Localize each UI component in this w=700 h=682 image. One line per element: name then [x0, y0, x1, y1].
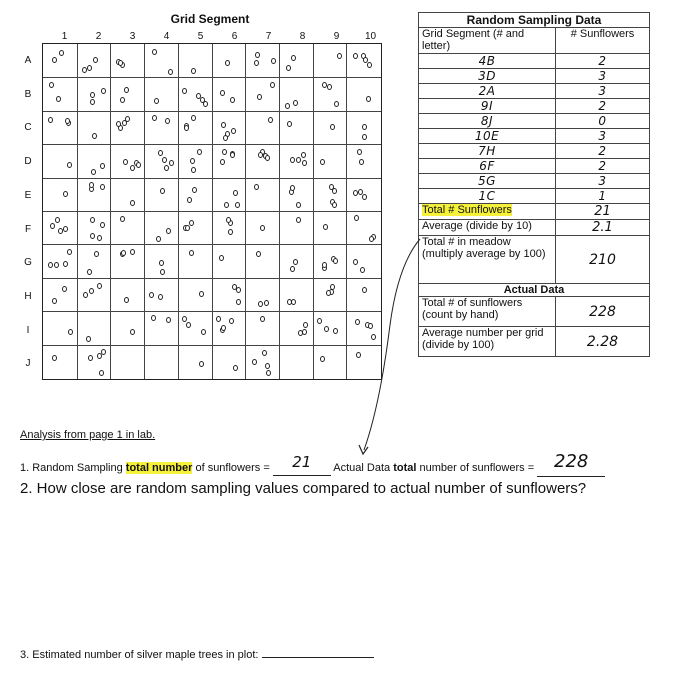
sunflower-mark: [225, 60, 230, 66]
table-row: [419, 84, 650, 99]
sunflower-mark: [185, 225, 190, 231]
row-label: E: [24, 189, 32, 201]
sunflower-mark: [287, 299, 292, 305]
sunflower-mark: [332, 202, 337, 208]
count-cell: 2: [556, 159, 650, 174]
row-label: B: [24, 88, 32, 100]
sunflower-mark: [52, 298, 57, 304]
count-cell: 3: [556, 129, 650, 144]
column-label: 5: [197, 31, 204, 42]
sunflower-mark: [152, 49, 157, 55]
sunflower-mark: [48, 117, 53, 123]
sunflower-mark: [62, 286, 67, 292]
question-1: [20, 451, 605, 477]
q1-actual-answer: 228: [554, 451, 589, 472]
sunflower-mark: [116, 121, 121, 127]
sunflower-mark: [326, 290, 331, 296]
segment-cell: 8J: [419, 114, 556, 129]
sunflower-mark: [236, 299, 241, 305]
sunflower-mark: [160, 269, 165, 275]
sunflower-mark: [199, 291, 204, 297]
q1-answer-blank[interactable]: [273, 453, 331, 476]
sunflower-mark: [219, 255, 224, 261]
sunflower-mark: [302, 160, 307, 166]
column-label: 9: [333, 31, 340, 42]
sunflower-mark: [264, 300, 269, 306]
sunflower-mark: [357, 149, 362, 155]
sunflower-mark: [48, 262, 53, 268]
sunflower-mark: [63, 226, 68, 232]
row-label: C: [24, 122, 32, 134]
question-3: [20, 645, 374, 661]
sunflower-mark: [59, 50, 64, 56]
sunflower-mark: [235, 202, 240, 208]
column-label: 10: [364, 31, 377, 42]
sunflower-mark: [359, 159, 364, 165]
segment-cell: 7H: [419, 144, 556, 159]
segment-cell: 3D: [419, 69, 556, 84]
sunflower-mark: [220, 159, 225, 165]
grid-hline: [43, 211, 381, 212]
sunflower-mark: [221, 325, 226, 331]
sunflower-mark: [120, 97, 125, 103]
sunflower-mark: [63, 191, 68, 197]
row-label: F: [24, 223, 32, 235]
sunflower-mark: [189, 250, 194, 256]
sunflower-mark: [317, 318, 322, 324]
sunflower-mark: [233, 365, 238, 371]
sunflower-mark: [130, 165, 135, 171]
sunflower-mark: [182, 316, 187, 322]
analysis-heading: Analysis from page 1 in lab.: [20, 429, 156, 441]
sunflower-mark: [236, 287, 241, 293]
sunflower-mark: [52, 355, 57, 361]
q1-mid: of sunflowers =: [192, 462, 273, 474]
sunflower-mark: [160, 188, 165, 194]
sunflower-mark: [290, 266, 295, 272]
sunflower-mark: [362, 134, 367, 140]
sunflower-mark: [330, 284, 335, 290]
sunflower-mark: [296, 157, 301, 163]
sunflower-mark: [100, 222, 105, 228]
sunflower-mark: [49, 82, 54, 88]
sunflower-mark: [367, 62, 372, 68]
row-label: I: [26, 324, 30, 336]
row-label: J: [25, 358, 31, 370]
sunflower-mark: [353, 53, 358, 59]
sunflower-mark: [327, 84, 332, 90]
sunflower-mark: [258, 301, 263, 307]
sunflower-mark: [291, 299, 296, 305]
sunflower-mark: [67, 249, 72, 255]
sunflower-mark: [94, 251, 99, 257]
table-row: [419, 159, 650, 174]
sunflower-mark: [230, 97, 235, 103]
sunflower-mark: [224, 202, 229, 208]
table-title: Random Sampling Data: [419, 13, 650, 28]
table-row: [419, 99, 650, 114]
sunflower-mark: [187, 197, 192, 203]
segment-cell: 2A: [419, 84, 556, 99]
grid-hline: [43, 311, 381, 312]
sunflower-mark: [122, 120, 127, 126]
sunflower-mark: [291, 55, 296, 61]
sunflower-mark: [287, 121, 292, 127]
sunflower-mark: [320, 356, 325, 362]
sunflower-mark: [254, 60, 259, 66]
sunflower-mark: [97, 283, 102, 289]
actual-total-value: 228: [556, 297, 650, 327]
grid-hline: [43, 244, 381, 245]
grid-hline: [43, 345, 381, 346]
grid-vline: [245, 44, 246, 379]
sunflower-mark: [100, 184, 105, 190]
sunflower-mark: [290, 157, 295, 163]
sunflower-mark: [169, 160, 174, 166]
sunflower-mark: [151, 315, 156, 321]
count-cell: 3: [556, 174, 650, 189]
sunflower-mark: [190, 158, 195, 164]
sunflower-mark: [285, 103, 290, 109]
row-label: H: [24, 290, 32, 302]
col-header-sunflowers: # Sunflowers: [556, 28, 650, 54]
sunflower-mark: [101, 349, 106, 355]
count-cell: 1: [556, 189, 650, 204]
sunflower-mark: [197, 149, 202, 155]
sunflower-mark: [123, 159, 128, 165]
sunflower-mark: [91, 169, 96, 175]
sunflower-mark: [191, 167, 196, 173]
sample-rows: [419, 54, 650, 204]
sunflower-mark: [260, 316, 265, 322]
sunflower-mark: [262, 350, 267, 356]
count-cell: 2: [556, 144, 650, 159]
sunflower-mark: [87, 269, 92, 275]
sunflower-mark: [124, 297, 129, 303]
row-label: D: [24, 156, 32, 168]
grid-title: Grid Segment: [170, 12, 250, 26]
sunflower-mark: [216, 316, 221, 322]
sunflower-mark: [333, 328, 338, 334]
sunflower-mark: [255, 52, 260, 58]
connector-arrow: [350, 235, 425, 460]
sunflower-mark: [158, 150, 163, 156]
sunflower-mark: [256, 251, 261, 257]
grid-vline: [313, 44, 314, 379]
sunflower-mark: [97, 353, 102, 359]
sunflower-mark: [162, 157, 167, 163]
sunflower-grid: [42, 43, 382, 380]
column-label: 1: [61, 31, 68, 42]
sunflower-mark: [286, 65, 291, 71]
sunflower-mark: [88, 355, 93, 361]
sunflower-mark: [337, 53, 342, 59]
count-cell: 0: [556, 114, 650, 129]
sunflower-mark: [228, 229, 233, 235]
sunflower-mark: [271, 58, 276, 64]
sunflower-mark: [182, 88, 187, 94]
sunflower-mark: [199, 361, 204, 367]
segment-cell: 10E: [419, 129, 556, 144]
sunflower-mark: [156, 236, 161, 242]
sunflower-mark: [130, 329, 135, 335]
random-sampling-table: [418, 12, 650, 357]
sunflower-mark: [301, 152, 306, 158]
segment-cell: 4B: [419, 54, 556, 69]
question-2: 2. How close are random sampling values compared to actual number of sunflowers?: [20, 480, 587, 497]
count-cell: 3: [556, 69, 650, 84]
sunflower-mark: [322, 262, 327, 268]
actual-total-label: Total # of sunflowers (count by hand): [419, 297, 556, 327]
sunflower-mark: [186, 322, 191, 328]
column-label: 8: [299, 31, 306, 42]
column-label: 2: [95, 31, 102, 42]
actual-avg-label: Average number per grid (divide by 100): [419, 327, 556, 357]
table-row: [419, 54, 650, 69]
sunflower-mark: [120, 216, 125, 222]
count-cell: 2: [556, 54, 650, 69]
sunflower-mark: [164, 165, 169, 171]
sunflower-mark: [221, 122, 226, 128]
grid-vline: [279, 44, 280, 379]
sunflower-mark: [334, 101, 339, 107]
column-label: 3: [129, 31, 136, 42]
sunflower-mark: [68, 329, 73, 335]
sunflower-mark: [118, 60, 123, 66]
table-row: [419, 114, 650, 129]
sunflower-mark: [50, 223, 55, 229]
sunflower-mark: [220, 90, 225, 96]
sunflower-mark: [158, 294, 163, 300]
sunflower-mark: [166, 228, 171, 234]
total-label: Total # Sunflowers: [422, 204, 512, 216]
row-label: A: [24, 55, 32, 66]
table-row: [419, 174, 650, 189]
sunflower-mark: [270, 82, 275, 88]
sunflower-mark: [55, 217, 60, 223]
sunflower-mark: [229, 318, 234, 324]
sunflower-mark: [87, 65, 92, 71]
sunflower-mark: [184, 125, 189, 131]
meadow-label: Total # in meadow (multiply average by 100): [419, 236, 556, 284]
total-label-cell: [419, 204, 556, 220]
sunflower-mark: [124, 87, 129, 93]
column-label: 6: [231, 31, 238, 42]
sunflower-mark: [52, 57, 57, 63]
sunflower-mark: [67, 162, 72, 168]
sunflower-mark: [230, 152, 235, 158]
sunflower-mark: [258, 152, 263, 158]
sunflower-mark: [353, 190, 358, 196]
sunflower-mark: [222, 149, 227, 155]
sunflower-mark: [99, 370, 104, 376]
sunflower-mark: [260, 225, 265, 231]
sunflower-mark: [101, 88, 106, 94]
table-row: [419, 69, 650, 84]
sunflower-mark: [136, 162, 141, 168]
sunflower-mark: [89, 288, 94, 294]
sunflower-mark: [86, 336, 91, 342]
sunflower-mark: [201, 329, 206, 335]
grid-vline: [346, 44, 347, 379]
sunflower-mark: [330, 124, 335, 130]
sunflower-mark: [257, 94, 262, 100]
sunflower-mark: [154, 98, 159, 104]
sunflower-mark: [293, 259, 298, 265]
sunflower-mark: [191, 115, 196, 121]
table-row: [419, 189, 650, 204]
meadow-value: 210: [556, 236, 650, 284]
grid-hline: [43, 278, 381, 279]
sunflower-mark: [191, 68, 196, 74]
sunflower-mark: [320, 159, 325, 165]
sunflower-mark: [231, 128, 236, 134]
q3-answer-blank[interactable]: [262, 645, 374, 658]
sunflower-mark: [303, 322, 308, 328]
actual-title: Actual Data: [419, 284, 650, 297]
sunflower-mark: [296, 217, 301, 223]
sunflower-mark: [165, 118, 170, 124]
total-value: 21: [556, 204, 650, 220]
sunflower-mark: [58, 228, 63, 234]
segment-cell: 6F: [419, 159, 556, 174]
col-header-segment: Grid Segment (# and letter): [419, 28, 556, 54]
sunflower-mark: [90, 233, 95, 239]
table-row: [419, 129, 650, 144]
sunflower-mark: [100, 163, 105, 169]
sunflower-mark: [366, 96, 371, 102]
sunflower-mark: [354, 215, 359, 221]
sunflower-mark: [302, 329, 307, 335]
sunflower-mark: [90, 99, 95, 105]
sunflower-mark: [92, 133, 97, 139]
sunflower-mark: [149, 292, 154, 298]
sunflower-mark: [63, 261, 68, 267]
sunflower-mark: [333, 258, 338, 264]
sunflower-mark: [265, 363, 270, 369]
sunflower-mark: [223, 135, 228, 141]
count-cell: 2: [556, 99, 650, 114]
sunflower-mark: [324, 326, 329, 332]
actual-avg-value: 2.28: [556, 327, 650, 357]
sunflower-mark: [121, 250, 126, 256]
sunflower-mark: [166, 317, 171, 323]
table-row: [419, 144, 650, 159]
sunflower-mark: [254, 184, 259, 190]
sunflower-mark: [189, 220, 194, 226]
q1-prefix: 1. Random Sampling: [20, 462, 126, 474]
sunflower-mark: [196, 93, 201, 99]
sunflower-mark: [54, 262, 59, 268]
sunflower-mark: [296, 202, 301, 208]
sunflower-mark: [192, 187, 197, 193]
sunflower-mark: [362, 194, 367, 200]
segment-cell: 9I: [419, 99, 556, 114]
sunflower-mark: [90, 92, 95, 98]
sunflower-mark: [266, 370, 271, 376]
sunflower-mark: [90, 217, 95, 223]
sunflower-mark: [323, 224, 328, 230]
sunflower-mark: [293, 100, 298, 106]
segment-cell: 1C: [419, 189, 556, 204]
average-value: 2.1: [556, 220, 650, 236]
sunflower-mark: [130, 249, 135, 255]
sunflower-mark: [265, 155, 270, 161]
q1-highlight: total number: [125, 462, 193, 474]
q1-actual-bold: total: [393, 462, 417, 474]
segment-cell: 5G: [419, 174, 556, 189]
column-label: 7: [265, 31, 272, 42]
sunflower-mark: [168, 69, 173, 75]
q1-actual-prefix: Actual Data: [330, 462, 394, 474]
q1-actual-suffix: number of sunflowers =: [416, 462, 538, 474]
sunflower-mark: [290, 185, 295, 191]
sunflower-mark: [97, 235, 102, 241]
q1-actual-answer-blank[interactable]: [537, 451, 605, 477]
sunflower-mark: [152, 115, 157, 121]
sunflower-mark: [130, 200, 135, 206]
row-label: G: [24, 257, 32, 269]
average-label: Average (divide by 10): [419, 220, 556, 236]
count-cell: 3: [556, 84, 650, 99]
sunflower-mark: [83, 292, 88, 298]
sunflower-mark: [362, 124, 367, 130]
q3-text: 3. Estimated number of silver maple trees in plot:: [20, 649, 262, 661]
sunflower-mark: [268, 117, 273, 123]
column-label: 4: [163, 31, 170, 42]
sunflower-mark: [233, 190, 238, 196]
q1-answer: 21: [292, 453, 312, 471]
sunflower-mark: [252, 359, 257, 365]
sunflower-mark: [56, 96, 61, 102]
sunflower-mark: [159, 260, 164, 266]
sunflower-mark: [93, 57, 98, 63]
